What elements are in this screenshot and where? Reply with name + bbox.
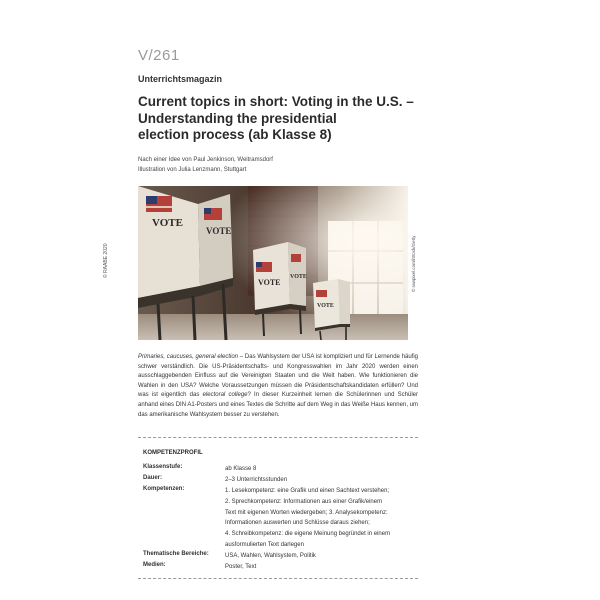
booth-vote-text: VOTE: [206, 226, 232, 236]
kp-label: Kompetenzen:: [143, 486, 185, 492]
booth-vote-text: VOTE: [258, 278, 281, 287]
intro-lead: Primaries, caucuses, general election: [138, 354, 239, 360]
intro-paragraph: [138, 353, 418, 420]
kp-label: Dauer:: [143, 475, 163, 481]
page-title: [138, 94, 438, 144]
kp-line: Informationen auswerten und Schlüsse daraus ziehen;: [225, 520, 370, 527]
title-line: Current topics in short: Voting in the U.S. –: [138, 94, 414, 109]
photo-illustration: [138, 186, 408, 340]
kp-label: Klassenstufe:: [143, 464, 183, 470]
kp-line: ausformulierten Text darlegen: [225, 541, 304, 548]
kp-label: Thematische Bereiche:: [143, 551, 209, 557]
kp-label: Medien:: [143, 562, 166, 568]
kp-line: ab Klasse 8: [225, 466, 257, 472]
kp-line: 4. Schreibkompetenz: die eigene Meinung begründet in einem: [225, 531, 391, 538]
kp-line: 1. Lesekompetenz: eine Grafik und einen Sachtext verstehen;: [225, 488, 390, 494]
kp-value: [225, 562, 425, 573]
booth-vote-text: VOTE: [152, 217, 183, 229]
booth-vote-text: VOTE: [317, 303, 334, 309]
copyright-note: © RAABE 2020: [103, 243, 109, 278]
booth-vote-text: VOTE: [290, 274, 307, 280]
title-line: Understanding the presidential: [138, 110, 337, 126]
page-code: V/261: [138, 47, 180, 64]
kp-line: 2. Sprechkompetenz: Informationen aus einer Grafik/einem: [225, 498, 383, 505]
magazine-name: Unterrichtsmagazin: [138, 74, 223, 84]
intro-term: electoral college: [202, 392, 248, 399]
divider: [138, 578, 418, 579]
kp-value: [225, 486, 425, 551]
intro-text: ? In dieser Kurzeinheit lernen die Schülerinnen und Schüler anhand eines DIN A1-Posters und eines Textes die Schritte auf dem Weg in das Weiße Haus kennen, um das amerikanische Wahlsystem besser zu verstehen.: [138, 392, 419, 418]
photo-credit: © rawpixel.com/iStock/Getty: [411, 235, 416, 292]
kp-value: [225, 464, 425, 475]
idea-credit: Nach einer Idee von Paul Jenkinson, Weitramsdorf: [138, 157, 273, 163]
intro-text: – Das Wahlsystem der USA ist kompliziert und für Lernende häufig schwer verständlich. Die US-Präsidentschafts- und Kongresswahlen im Jahr 2020 werden einen ausschlaggebenden Einfluss auf die Vereinigten Staaten und die Welt haben. Wie funktionieren die Wahlen in den USA? Welche Voraussetzungen müssen die Präsidentschaftskandidaten erfüllen? Und was ist eigentlich das: [138, 354, 418, 399]
kp-value: [225, 475, 425, 486]
kp-value: [225, 551, 425, 562]
kp-line: USA, Wahlen, Wahlsystem, Politik: [225, 553, 316, 559]
divider: [138, 437, 418, 438]
kp-line: 2–3 Unterrichtsstunden: [225, 477, 288, 483]
kp-line: Text mit eigenen Worten wiedergeben; 3. Analysekompetenz:: [225, 509, 388, 516]
title-line: election process (ab Klasse 8): [138, 127, 332, 142]
illustration-credit: Illustration von Julia Lenzmann, Stuttgart: [138, 167, 247, 173]
kp-line: Poster, Text: [225, 564, 257, 570]
kompetenzprofil-heading: KOMPETENZPROFIL: [143, 450, 203, 456]
voting-booths-photo: [138, 186, 408, 340]
